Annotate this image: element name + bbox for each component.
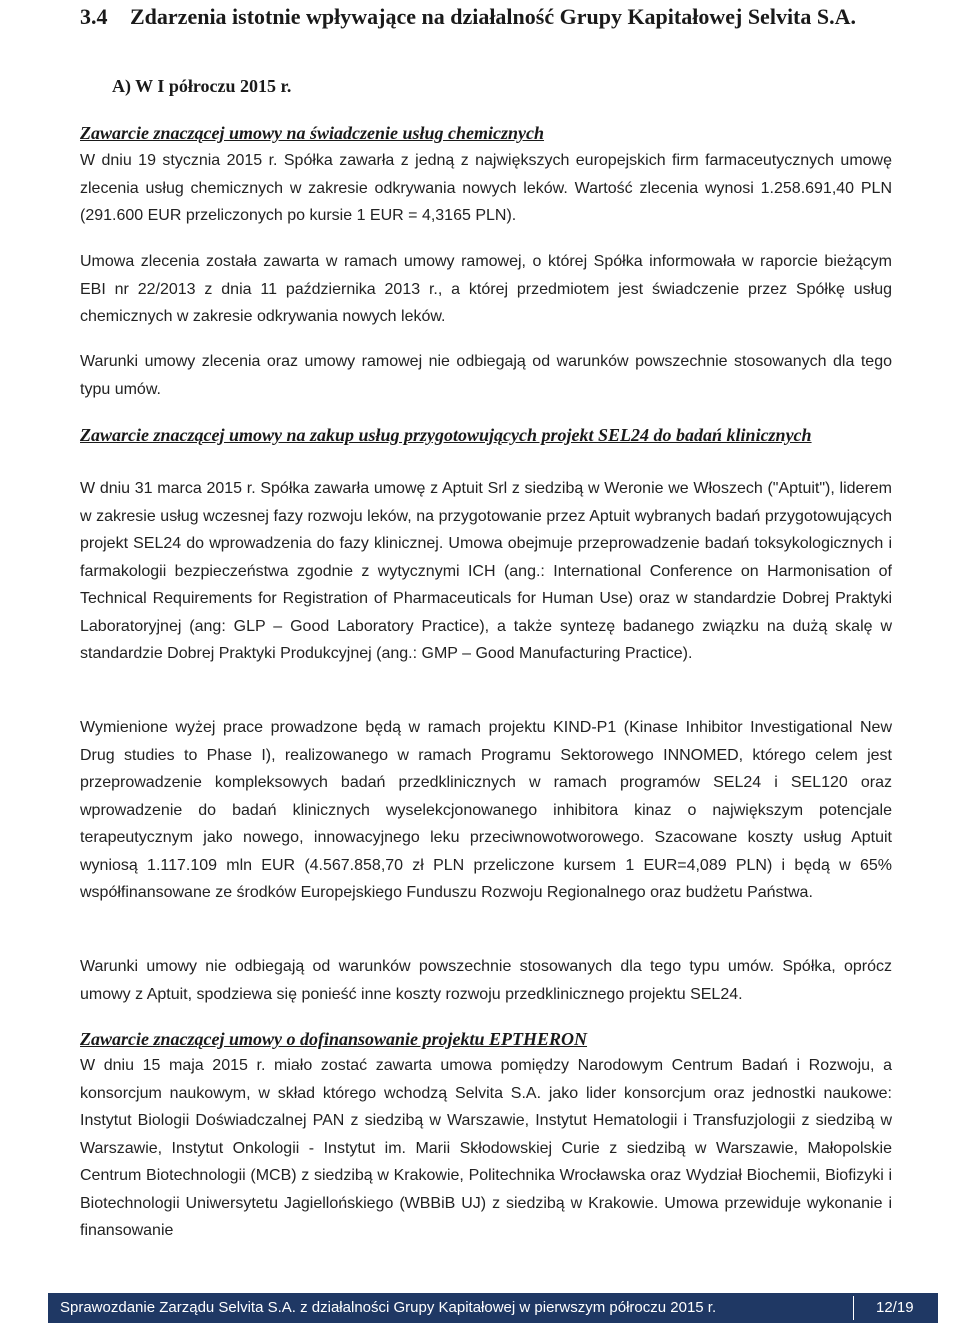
paragraph-chemical-services-2: Umowa zlecenia została zawarta w ramach umowy ramowej, o której Spółka informowała w raporcie bieżącym EBI nr 22/2013 z dnia 11 października 2013 r., a której przedmiotem jest świadczenie przez Spółkę usług chemicznych w zakresie odkrywania nowych leków. (80, 253, 892, 325)
page-number: 12/19 (876, 1299, 914, 1316)
section-number: 3.4 (80, 4, 108, 29)
block-heading-eptheron: Zawarcie znaczącej umowy o dofinansowanie projektu EPTHERON (80, 1029, 588, 1049)
paragraph-eptheron-1: W dniu 15 maja 2015 r. miało zostać zawarta umowa pomiędzy Narodowym Centrum Badań i Rozwoju, a konsorcjum naukowym, w skład którego wchodzą Selvita S.A. jako lider konsorcjum oraz jednostki naukowe: Instytut Biologii Doświadczalnej PAN z siedzibą w Warszawie, Instytut Hematologii i Transfuzjologii z siedzibą w Warszawie, Instytut Onkologii - Instytut im. Marii Skłodowskiej Curie z siedzibą w Warszawie, Małopolskie Centrum Biotechnologii (MCB) z siedzibą w Krakowie, Politechnika Wrocławska oraz Wydział Biochemii, Biofizyki i Biotechnologii Uniwersytetu Jagiellońskiego (WBBiB UJ) z siedzibą w Krakowie. Umowa przewiduje wykonanie i finansowanie (80, 1057, 892, 1239)
paragraph-chemical-services-3: Warunki umowy zlecenia oraz umowy ramowej nie odbiegają od warunków powszechnie stosowanych dla tego typu umów. (80, 353, 892, 398)
paragraph-sel24-2: Wymienione wyżej prace prowadzone będą w ramach projektu KIND-P1 (Kinase Inhibitor Investigational New Drug studies to Phase I), realizowanego w ramach Programu Sektorowego INNOMED, którego celem jest przeprowadzenie kompleksowych badań przedklinicznych w ramach programów SEL24 i SEL120 oraz wprowadzenie do badań klinicznych wyselekcjonowanego inhibitora kinaz o największym potencjale terapeutycznym jako nowego, innowacyjnego leku przeciwnowotworowego. Szacowane koszty usług Aptuit wyniosą 1.117.109 mln EUR (4.567.858,70 zł PLN przeliczone kursem 1 EUR=4,089 PLN) i będą w 65% współfinansowane ze środków Europejskiego Funduszu Rozwoju Regionalnego oraz budżetu Państwa. (80, 719, 892, 901)
paragraph-sel24-3: Warunki umowy nie odbiegają od warunków powszechnie stosowanych dla tego typu umów. Spółka, oprócz umowy z Aptuit, spodziewa się ponieść inne koszty rozwoju przedklinicznego projektu SEL24. (80, 958, 892, 1003)
block-heading-sel24-services: Zawarcie znaczącej umowy na zakup usług przygotowujących projekt SEL24 do badań klinicznych (80, 425, 812, 445)
footer-title: Sprawozdanie Zarządu Selvita S.A. z działalności Grupy Kapitałowej w pierwszym półroczu 2015 r. (60, 1299, 717, 1316)
footer-divider (853, 1296, 854, 1320)
section-heading (80, 0, 880, 34)
footer-bar (48, 1293, 938, 1323)
paragraph-chemical-services-1: W dniu 19 stycznia 2015 r. Spółka zawarła z jedną z największych europejskich firm farmaceutycznych umowę zlecenia usług chemicznych w zakresie odkrywania nowych leków. Wartość zlecenia wynosi 1.258.691,40 PLN (291.600 EUR przeliczonych po kursie 1 EUR = 4,3165 PLN). (80, 152, 892, 224)
subsection-heading: A) W I półroczu 2015 r. (112, 76, 292, 96)
section-title: Zdarzenia istotnie wpływające na działalność Grupy Kapitałowej Selvita S.A. (130, 4, 856, 29)
paragraph-sel24-1: W dniu 31 marca 2015 r. Spółka zawarła umowę z Aptuit Srl z siedzibą w Weronie we Włoszech ("Aptuit"), liderem w zakresie usług wczesnej fazy rozwoju leków, na przygotowanie przez Aptuit wybranych badań przygotowujących projekt SEL24 do wprowadzenia do fazy klinicznej. Umowa obejmuje przeprowadzenie badań toksykologicznych i farmakologii bezpieczeństwa zgodnie z wytycznymi ICH (ang.: International Conference on Harmonisation of Technical Requirements for Registration of Pharmaceuticals for Human Use) oraz w standardzie Dobrej Praktyki Laboratoryjnej (ang: GLP – Good Laboratory Practice), a także syntezę badanego związku na dużą skalę w standardzie Dobrej Praktyki Produkcyjnej (ang.: GMP – Good Manufacturing Practice). (80, 480, 892, 662)
block-heading-chemical-services: Zawarcie znaczącej umowy na świadczenie usług chemicznych (80, 123, 545, 143)
